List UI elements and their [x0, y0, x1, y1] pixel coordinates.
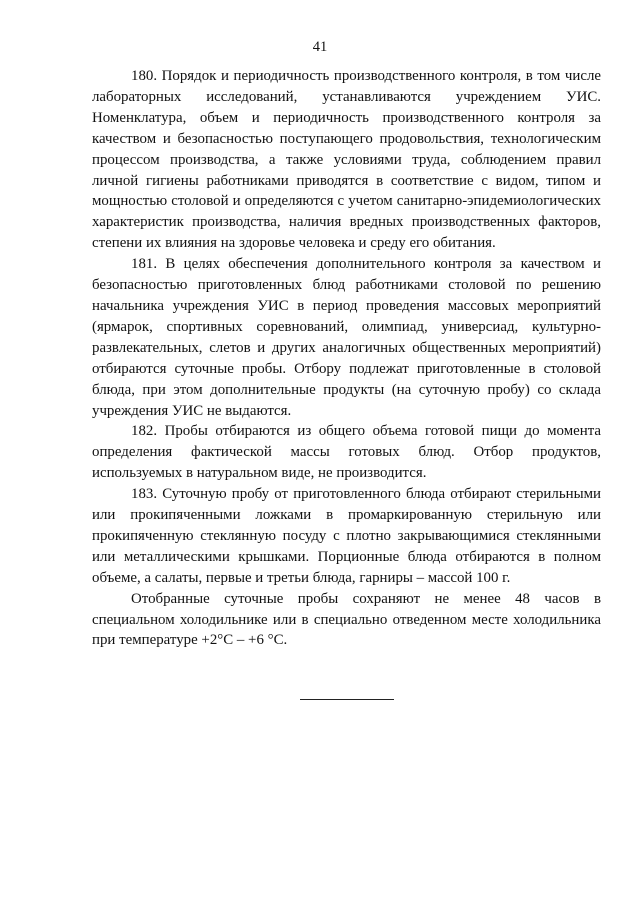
- page-number: 41: [312, 39, 328, 55]
- document-body: [92, 66, 601, 651]
- paragraph-180: 180. Порядок и периодичность производственного контроля, в том числе лабораторных исследований, устанавливаются учреждением УИС. Номенклатура, объем и периодичность производственного контроля за качеством и безопасностью поступающего продовольствия, технологическим процессом производства, а также условиями труда, соблюдением правил личной гигиены работниками приводятся в соответствие с видом, типом и мощностью столовой и определяются с учетом санитарно-эпидемиологических характеристик производства, наличия вредных производственных факторов, степени их влияния на здоровье человека и среду его обитания.: [92, 68, 601, 252]
- paragraph-storage: Отобранные суточные пробы сохраняют не менее 48 часов в специальном холодильнике или в специально отведенном месте холодильника при температуре +2°C – +6 °C.: [92, 590, 601, 649]
- end-of-text-rule: [300, 699, 394, 700]
- paragraph-183: 183. Суточную пробу от приготовленного блюда отбирают стерильными или прокипяченными ложками в промаркированную стерильную или прокипяченную стеклянную посуду с плотно закрывающимися стеклянными или металлическими крышками. Порционные блюда отбираются в полном объеме, а салаты, первые и третьи блюда, гарниры – массой 100 г.: [92, 486, 601, 586]
- paragraph-182: 182. Пробы отбираются из общего объема готовой пищи до момента определения фактической массы готовых блюд. Отбор продуктов, используемых в натуральном виде, не производится.: [92, 423, 601, 482]
- paragraph-181: 181. В целях обеспечения дополнительного контроля за качеством и безопасностью приготовленных блюд работниками столовой по решению начальника учреждения УИС в период проведения массовых мероприятий (ярмарок, спортивных соревнований, олимпиад, универсиад, культурно-развлекательных, слетов и других аналогичных общественных мероприятий) отбираются суточные пробы. Отбору подлежат приготовленные в столовой блюда, при этом дополнительные продукты (на суточную пробу) со склада учреждения УИС не выдаются.: [92, 256, 601, 419]
